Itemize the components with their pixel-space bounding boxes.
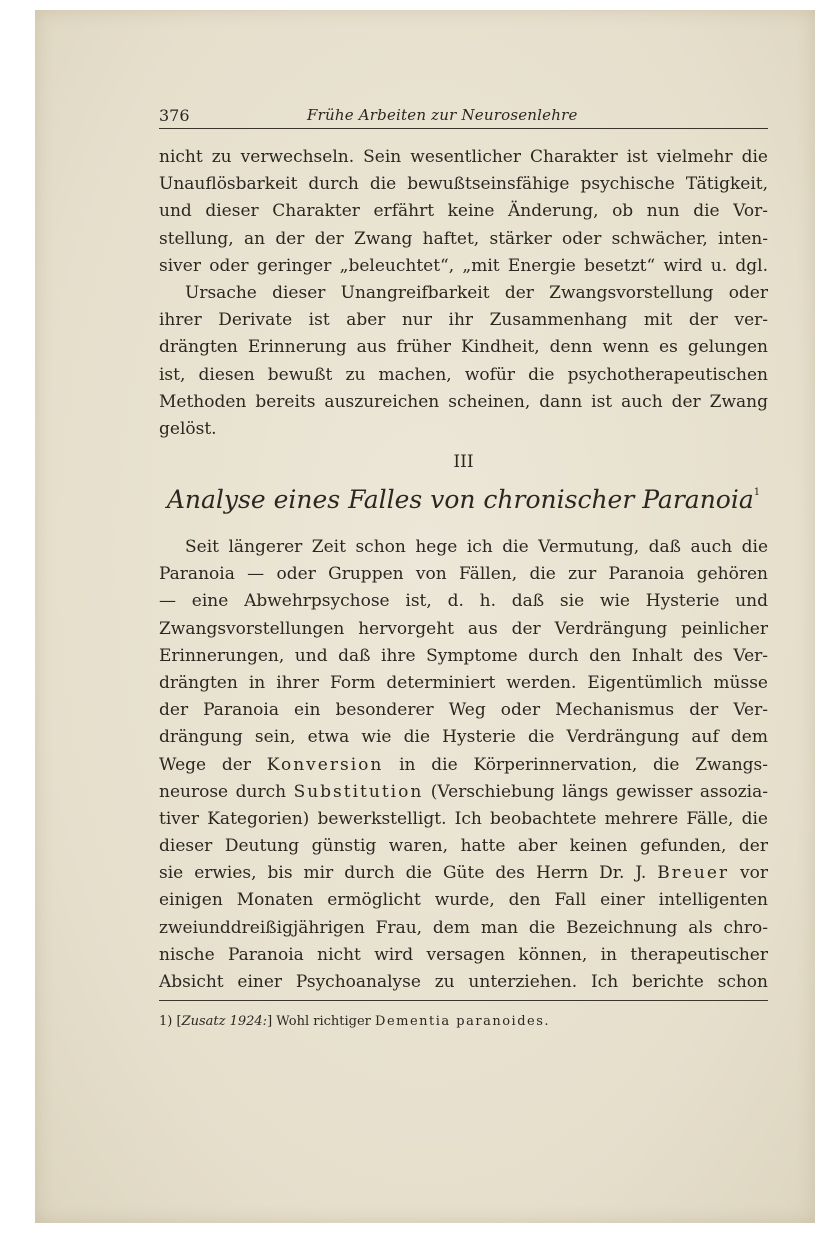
text-line: Methoden bereits auszureichen scheinen, dann ist auch der Zwang	[159, 391, 768, 412]
text-line: drängten Erinnerung aus früher Kindheit, denn wenn es gelungen	[159, 337, 768, 358]
text-run: in die Körperinnervation, die Zwangs-	[383, 754, 769, 775]
page-header	[159, 104, 768, 126]
body-text-bottom	[159, 534, 768, 996]
text-line	[159, 779, 768, 806]
text-run: vor	[729, 863, 768, 884]
text-line: Seit längerer Zeit schon hege ich die Vermutung, daß auch die	[185, 537, 768, 557]
section-number: III	[453, 452, 474, 472]
text-line: und dieser Charakter erfährt keine Änderung, ob nun die Vor-	[159, 201, 768, 222]
text-line: Paranoia — oder Gruppen von Fällen, die zur Paranoia gehören	[159, 564, 768, 585]
text-line: stellung, an der der Zwang haftet, stärker oder schwächer, inten-	[159, 228, 768, 249]
text-run: sie erwies, bis mir durch die Güte des Herrn Dr. J.	[159, 863, 658, 884]
footnote-bracket-open: [	[176, 1014, 182, 1029]
text-line: — eine Abwehrpsychose ist, d. h. daß sie wie Hysterie und	[159, 591, 768, 612]
header-rule	[159, 128, 768, 129]
text-line	[159, 752, 768, 779]
section-title	[159, 485, 768, 514]
text-run: neurose durch	[159, 781, 294, 802]
text-line: zweiunddreißigjährigen Frau, dem man die Bezeichnung als chro-	[159, 917, 768, 938]
text-line: dieser Deutung günstig waren, hatte aber keinen gefunden, der	[159, 836, 768, 857]
text-line: gelöst.	[159, 418, 217, 439]
text-line: ist, diesen bewußt zu machen, wofür die psychotherapeutischen	[159, 364, 768, 385]
footnote-end: .	[544, 1014, 549, 1029]
text-line: Ursache dieser Unangreifbarkeit der Zwangsvorstellung oder	[185, 282, 768, 303]
text-line: drängung sein, etwa wie die Hysterie die Verdrängung auf dem	[159, 727, 768, 748]
text-run: (Verschiebung längs gewisser assozia-	[423, 781, 768, 802]
text-line: Unauflösbarkeit durch die bewußtseinsfähige psychische Tätigkeit,	[159, 174, 768, 195]
footnote-addition: Zusatz 1924:	[181, 1014, 268, 1029]
spaced-name: Breuer	[657, 863, 730, 884]
footnote-reference: 1	[753, 487, 761, 498]
body-text-top	[159, 144, 768, 443]
text-line: nische Paranoia nicht wird versagen können, in therapeutischer	[159, 944, 768, 965]
page-number: 376	[159, 106, 190, 125]
spaced-term: Substitution	[293, 781, 424, 802]
text-line: nicht zu verwechseln. Sein wesentlicher Charakter ist vielmehr die	[159, 147, 768, 167]
footnote-text: Wohl richtiger	[276, 1014, 376, 1029]
text-line: tiver Kategorien) bewerkstelligt. Ich beobachtete mehrere Fälle, die	[159, 808, 768, 829]
footnote-term: Dementia paranoides	[375, 1014, 545, 1029]
text-line: Absicht einer Psychoanalyse zu unterziehen. Ich berichte schon	[159, 972, 768, 992]
footnote-marker: 1)	[159, 1014, 173, 1029]
section-title-text: Analyse eines Falles von chronischer Paranoia	[166, 485, 754, 514]
text-line: drängten in ihrer Form determiniert werden. Eigentümlich müsse	[159, 672, 768, 693]
running-title: Frühe Arbeiten zur Neurosenlehre	[307, 106, 578, 124]
text-line: Zwangsvorstellungen hervorgeht aus der Verdrängung peinlicher	[159, 618, 768, 639]
text-line	[159, 860, 768, 887]
text-line: einigen Monaten ermöglicht wurde, den Fall einer intelligenten	[159, 890, 768, 911]
footnote-rule	[159, 1000, 768, 1001]
footnote	[159, 1014, 549, 1029]
text-line: Erinnerungen, und daß ihre Symptome durch den Inhalt des Ver-	[159, 645, 768, 666]
spaced-term: Konversion	[266, 754, 384, 775]
text-run: Wege der	[159, 754, 267, 775]
text-line: siver oder geringer „beleuchtet“, „mit Energie besetzt“ wird u. dgl.	[159, 255, 768, 276]
text-line: der Paranoia ein besonderer Weg oder Mechanismus der Ver-	[159, 700, 768, 721]
footnote-bracket-close: ]	[267, 1014, 273, 1029]
text-line: ihrer Derivate ist aber nur ihr Zusammenhang mit der ver-	[159, 310, 768, 331]
